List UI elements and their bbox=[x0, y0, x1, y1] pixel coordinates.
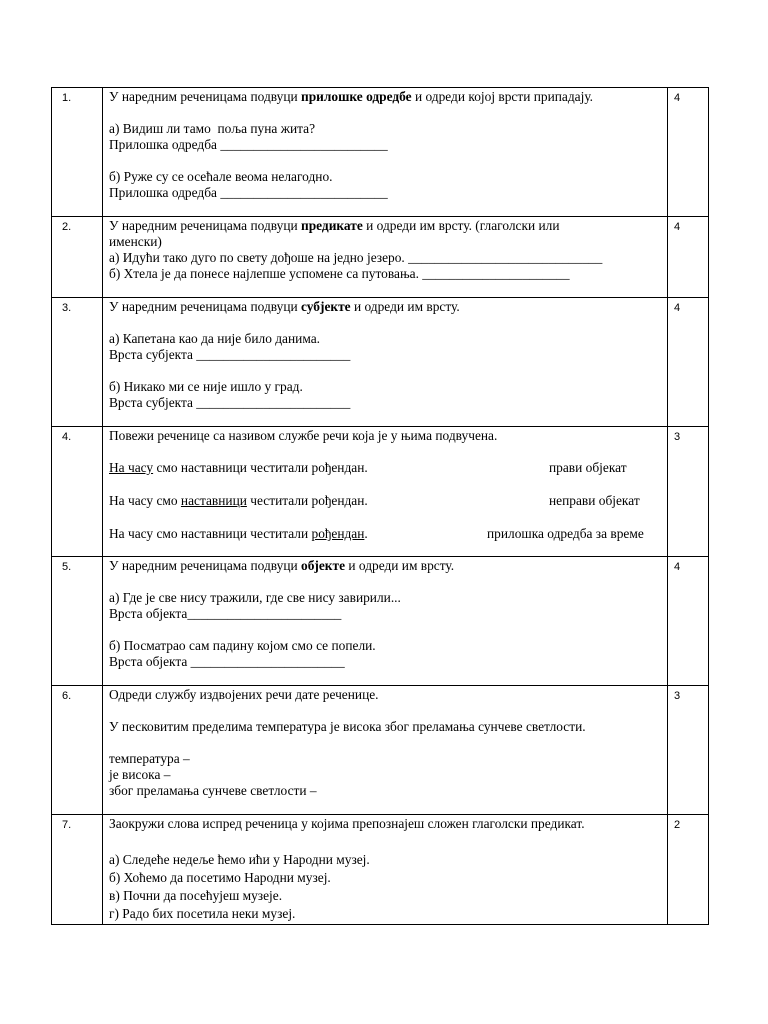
answer-line: Врста објекта_______________________ bbox=[109, 606, 342, 621]
question-number: 6. bbox=[52, 686, 103, 815]
matching-row: На часу смо наставници честитали рођендан. прави објекат bbox=[109, 460, 661, 476]
question-points: 2 bbox=[668, 815, 709, 925]
question-line: б) Руже су се осећале веома нелагодно. bbox=[109, 169, 333, 184]
question-points: 4 bbox=[668, 88, 709, 217]
answer-option: г) Радо бих посетила неки музеј. bbox=[109, 906, 296, 921]
answer-line: а) Идући тако дуго по свету дођоше на једно језеро. _____________________________ bbox=[109, 250, 603, 265]
question-instruction-cont: именски) bbox=[109, 234, 162, 249]
question-instruction: Одреди службу издвојених речи дате реченице. bbox=[109, 687, 379, 702]
answer-line: Прилошка одредба _________________________ bbox=[109, 137, 388, 152]
question-number: 5. bbox=[52, 557, 103, 686]
question-content bbox=[103, 686, 668, 815]
question-line: б) Никако ми се није ишло у град. bbox=[109, 379, 303, 394]
question-line: а) Видиш ли тамо поља пуна жита? bbox=[109, 121, 316, 136]
question-content bbox=[103, 217, 668, 298]
question-points: 4 bbox=[668, 217, 709, 298]
question-points: 3 bbox=[668, 686, 709, 815]
table-row bbox=[52, 427, 709, 557]
matching-option: неправи објекат bbox=[549, 493, 640, 508]
question-instruction: Заокружи слова испред реченица у којима препознајеш сложен глаголски предикат. bbox=[109, 816, 585, 831]
answer-line: Врста субјекта _______________________ bbox=[109, 395, 351, 410]
question-number: 4. bbox=[52, 427, 103, 557]
question-points: 3 bbox=[668, 427, 709, 557]
matching-row: На часу смо наставници честитали рођендан. прилошка одредба за време bbox=[109, 526, 661, 542]
answer-line: је висока – bbox=[109, 767, 171, 782]
question-content bbox=[103, 427, 668, 557]
answer-option: б) Хоћемо да посетимо Народни музеј. bbox=[109, 870, 331, 885]
matching-option: прави објекат bbox=[549, 460, 627, 475]
matching-row: На часу смо наставници честитали рођендан. неправи објекат bbox=[109, 493, 661, 509]
matching-option: прилошка одредба за време bbox=[487, 526, 644, 541]
question-points: 4 bbox=[668, 557, 709, 686]
answer-line: б) Хтела је да понесе најлепше успомене са путовања. ______________________ bbox=[109, 266, 570, 281]
question-number: 1. bbox=[52, 88, 103, 217]
question-line: б) Посматрао сам падину којом смо се попели. bbox=[109, 638, 376, 653]
table-row bbox=[52, 217, 709, 298]
table-row bbox=[52, 686, 709, 815]
question-points: 4 bbox=[668, 298, 709, 427]
question-instruction: Повежи реченице са називом службе речи која је у њима подвучена. bbox=[109, 428, 498, 443]
question-sentence: У песковитим пределима температура је висока због преламања сунчеве светлости. bbox=[109, 719, 586, 734]
question-number: 7. bbox=[52, 815, 103, 925]
question-content bbox=[103, 88, 668, 217]
answer-option: в) Почни да посећујеш музеје. bbox=[109, 888, 283, 903]
question-instruction: У наредним реченицама подвуци објекте и одреди им врсту. bbox=[109, 558, 455, 573]
question-instruction: У наредним реченицама подвуци субјекте и одреди им врсту. bbox=[109, 299, 460, 314]
answer-line: Врста субјекта _______________________ bbox=[109, 347, 351, 362]
answer-line: Врста објекта _______________________ bbox=[109, 654, 345, 669]
answer-option: а) Следеће недеље ћемо ићи у Народни музеј. bbox=[109, 852, 370, 867]
question-number: 2. bbox=[52, 217, 103, 298]
question-instruction: У наредним реченицама подвуци прилошке одредбе и одреди којој врсти припадају. bbox=[109, 89, 594, 104]
question-content bbox=[103, 815, 668, 925]
answer-line: температура – bbox=[109, 751, 190, 766]
exercise-table bbox=[51, 87, 709, 925]
question-content bbox=[103, 298, 668, 427]
answer-line: Прилошка одредба _________________________ bbox=[109, 185, 388, 200]
question-line: а) Капетана као да није било данима. bbox=[109, 331, 321, 346]
table-row bbox=[52, 815, 709, 925]
table-row bbox=[52, 88, 709, 217]
question-content bbox=[103, 557, 668, 686]
question-number: 3. bbox=[52, 298, 103, 427]
question-line: а) Где је све нису тражили, где све нису завирили... bbox=[109, 590, 401, 605]
table-row bbox=[52, 557, 709, 686]
table-row bbox=[52, 298, 709, 427]
answer-line: због преламања сунчеве светлости – bbox=[109, 783, 317, 798]
question-instruction: У наредним реченицама подвуци предикате и одреди им врсту. (глаголски или bbox=[109, 218, 560, 233]
